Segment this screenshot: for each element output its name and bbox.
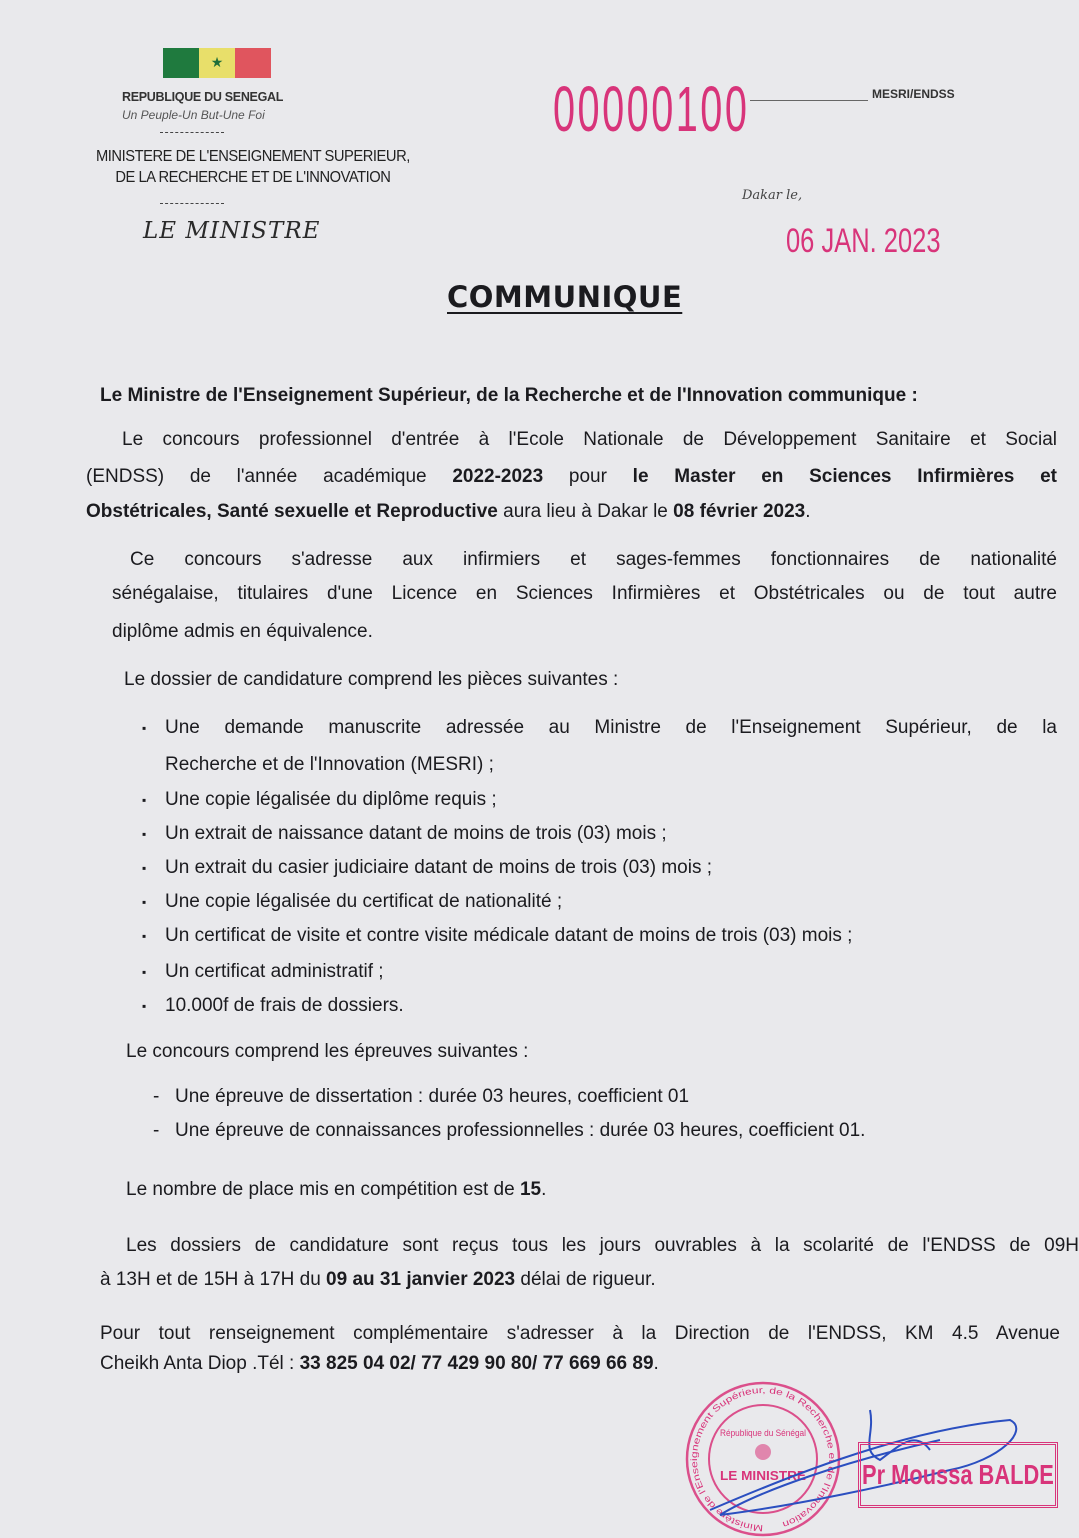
text-line	[100, 1268, 656, 1292]
text-line	[86, 500, 811, 524]
square-bullet-icon: ▪	[142, 827, 147, 841]
list-item	[165, 924, 852, 948]
bold-text: 08 février 2023	[673, 501, 806, 522]
seal-top-text: République du Sénégal	[720, 1428, 806, 1438]
square-bullet-icon: ▪	[142, 929, 147, 943]
signatory-title: LE MINISTRE	[143, 218, 321, 244]
star-icon: ★	[210, 54, 224, 71]
text: à 13H et de 15H à 17H du	[100, 1269, 327, 1290]
text-line	[130, 548, 1057, 572]
text-line	[124, 668, 618, 692]
text: aura lieu à Dakar le	[497, 501, 674, 522]
text: Ce concours s'adresse aux infirmiers et sages-femmes fonctionnaires de nationalité	[130, 549, 1057, 570]
text: Une copie légalisée du certificat de nationalité ;	[165, 891, 563, 912]
place-label: Dakar le,	[742, 188, 803, 203]
text: pour	[543, 466, 633, 487]
list-item	[165, 716, 1057, 740]
text: Le dossier de candidature comprend les pièces suivantes :	[124, 669, 619, 690]
reference-line	[750, 100, 868, 101]
document-title: COMMUNIQUE	[447, 280, 683, 314]
bold-text: Obstétricales, Santé sexuelle et Reproductive	[86, 501, 498, 522]
list-item	[165, 994, 404, 1018]
text: Le concours comprend les épreuves suivantes :	[126, 1041, 529, 1062]
text: diplôme admis en équivalence.	[112, 621, 373, 642]
dash-bullet-icon: -	[153, 1120, 160, 1141]
list-item	[165, 856, 712, 880]
bold-text: 15	[519, 1179, 542, 1200]
bold-text: le Master en Sciences Infirmières et	[632, 466, 1057, 487]
list-item	[175, 1119, 865, 1143]
text: Le nombre de place mis en compétition est de	[126, 1179, 520, 1200]
seal-center-text: LE MINISTRE	[720, 1468, 807, 1483]
text: Un extrait du casier judiciaire datant de moins de trois (03) mois ;	[165, 857, 713, 878]
divider	[160, 132, 224, 133]
ministry-line-2: DE LA RECHERCHE ET DE L'INNOVATION	[115, 169, 391, 186]
text-line	[122, 428, 1057, 452]
date-stamp: 06 JAN. 2023	[786, 222, 941, 260]
text: Une épreuve de connaissances professionnelles : durée 03 heures, coefficient 01.	[175, 1120, 866, 1141]
text: Un extrait de naissance datant de moins de trois (03) mois ;	[165, 823, 667, 844]
seal-ring-text: Ministère de l'Enseignement Supérieur, de la Recherche et de l'Innovation	[688, 1384, 838, 1534]
reference-suffix: MESRI/ENDSS	[872, 87, 955, 101]
text: Pour tout renseignement complémentaire s'adresser à la Direction de l'ENDSS, KM 4.5 Avenue	[100, 1323, 1060, 1344]
square-bullet-icon: ▪	[142, 999, 147, 1013]
signatory-name-stamp	[858, 1442, 1058, 1508]
ministry-name	[96, 146, 410, 188]
text-line	[86, 465, 1057, 489]
bold-text: 33 825 04 02/ 77 429 90 80/ 77 669 66 89	[299, 1353, 654, 1374]
bold-text: Le Ministre de l'Enseignement Supérieur, de la Recherche et de l'Innovation communique :	[100, 385, 918, 406]
text: Le concours professionnel d'entrée à l'Ecole Nationale de Développement Sanitaire et Social	[122, 429, 1057, 450]
bold-text: 2022-2023	[452, 466, 544, 487]
text: Une demande manuscrite adressée au Ministre de l'Enseignement Supérieur, de la	[165, 717, 1057, 738]
list-item	[165, 822, 667, 846]
text-line	[100, 1322, 1060, 1346]
square-bullet-icon: ▪	[142, 895, 147, 909]
list-item	[165, 890, 562, 914]
text: Cheikh Anta Diop .Tél :	[100, 1353, 300, 1374]
signatory-name: Pr Moussa BALDE	[862, 1459, 1054, 1490]
reference-number-stamp: 00000100	[553, 73, 750, 145]
dash-bullet-icon: -	[153, 1086, 160, 1107]
text: Une épreuve de dissertation : durée 03 heures, coefficient 01	[175, 1086, 690, 1107]
text: délai de rigueur.	[515, 1269, 656, 1290]
text: Un certificat administratif ;	[165, 961, 384, 982]
square-bullet-icon: ▪	[142, 793, 147, 807]
ministry-line-1: MINISTERE DE L'ENSEIGNEMENT SUPERIEUR,	[96, 148, 410, 165]
text: Une copie légalisée du diplôme requis ;	[165, 789, 497, 810]
text-line	[112, 620, 373, 644]
square-bullet-icon: ▪	[142, 721, 147, 735]
national-motto: Un Peuple-Un But-Une Foi	[122, 108, 265, 122]
list-item	[175, 1085, 689, 1109]
text: .	[805, 501, 811, 522]
text-line	[112, 582, 1057, 606]
text: Recherche et de l'Innovation (MESRI) ;	[165, 754, 494, 775]
text: .	[653, 1353, 659, 1374]
text: 10.000f de frais de dossiers.	[165, 995, 404, 1016]
text: sénégalaise, titulaires d'une Licence en Sciences Infirmières et Obstétricales ou de tout autre	[112, 583, 1057, 604]
list-item	[165, 788, 497, 812]
text-line	[126, 1040, 528, 1064]
square-bullet-icon: ▪	[142, 861, 147, 875]
text: (ENDSS) de l'année académique	[86, 466, 453, 487]
text-line	[100, 384, 918, 408]
bold-text: 09 au 31 janvier 2023	[326, 1269, 516, 1290]
text-line	[126, 1178, 546, 1202]
text: Un certificat de visite et contre visite médicale datant de moins de trois (03) mois ;	[165, 925, 853, 946]
square-bullet-icon: ▪	[142, 965, 147, 979]
text: .	[541, 1179, 547, 1200]
text-line	[100, 1352, 659, 1376]
divider	[160, 203, 224, 204]
list-item	[165, 960, 384, 984]
text: Les dossiers de candidature sont reçus tous les jours ouvrables à la scolarité de l'ENDSS de 09H	[126, 1235, 1079, 1256]
country-name: REPUBLIQUE DU SENEGAL	[122, 90, 284, 104]
senegal-flag	[163, 48, 271, 78]
text-line	[126, 1234, 1079, 1258]
text-line	[165, 753, 494, 777]
